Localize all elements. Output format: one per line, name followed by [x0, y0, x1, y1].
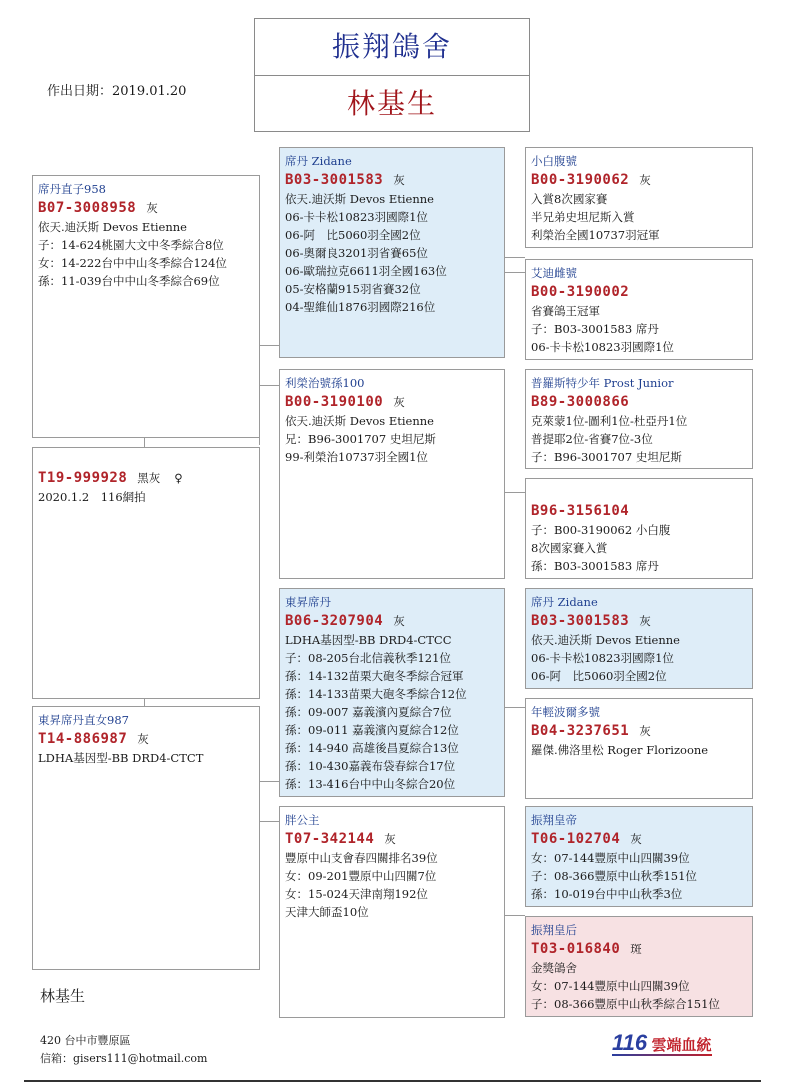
- detail-line: 子：08-366豐原中山秋季綜合151位: [531, 997, 720, 1011]
- connector: [259, 821, 279, 822]
- detail-line: 子：B00-3190062 小白腹: [531, 523, 671, 537]
- detail-line: 利榮治全國10737羽冠軍: [531, 228, 660, 242]
- logo-text: 雲端血統: [651, 1037, 712, 1054]
- logo-number: 116: [612, 1030, 648, 1055]
- ring-number: T14-886987: [38, 731, 128, 747]
- connector: [259, 385, 279, 386]
- sds-card: [525, 369, 753, 469]
- detail-line: 8次國家賽入賞: [531, 541, 608, 555]
- subject-note: 2020.1.2 116網拍: [38, 490, 146, 504]
- color: 灰: [639, 614, 651, 628]
- detail-line: 入賞8次國家賽: [531, 192, 608, 206]
- ring-number: B04-3237651: [531, 723, 630, 739]
- detail-line: 06-阿 比5060羽全國2位: [531, 669, 667, 683]
- detail-line: 女：07-144豐原中山四關39位: [531, 979, 690, 993]
- connector: [505, 257, 525, 258]
- pigeon-name: 席丹 Zidane: [531, 595, 598, 609]
- subject-card: [32, 447, 260, 699]
- color: 灰: [393, 614, 405, 628]
- detail-line: 子：08-366豐原中山秋季151位: [531, 869, 697, 883]
- detail-line: 依天.迪沃斯 Devos Etienne: [285, 414, 434, 428]
- pigeon-name: 小白腹號: [531, 154, 577, 168]
- detail-line: 依天.迪沃斯 Devos Etienne: [531, 633, 680, 647]
- ring-number: B96-3156104: [531, 503, 630, 519]
- color: 灰: [639, 173, 651, 187]
- bottom-rule: [24, 1080, 761, 1082]
- detail-line: 子：08-205台北信義秋季121位: [285, 651, 451, 665]
- detail-line: 孫：B03-3001583 席丹: [531, 559, 659, 573]
- pigeon-name: 年輕波爾多號: [531, 705, 600, 719]
- detail-line: 普提耶2位-省賽7位-3位: [531, 432, 653, 446]
- detail-line: 06-卡卡松10823羽國際1位: [285, 210, 428, 224]
- detail-line: 省賽鴿王冠軍: [531, 304, 600, 318]
- loft-name: 振翔鴿舍: [255, 19, 529, 76]
- dam-card: [32, 706, 260, 970]
- detail-line: 孫：11-039台中中山冬季綜合69位: [38, 274, 220, 288]
- pigeon-name: 東昇席丹直女987: [38, 713, 129, 727]
- color: 灰: [393, 173, 405, 187]
- detail-line: 克萊蒙1位-圖利1位-杜亞丹1位: [531, 414, 688, 428]
- pigeon-name: 振翔皇后: [531, 923, 577, 937]
- ring-number: T19-999928: [38, 470, 128, 486]
- detail-line: LDHA基因型-BB DRD4-CTCC: [285, 633, 452, 647]
- connector: [144, 437, 145, 447]
- dss-card: [525, 588, 753, 689]
- detail-line: 依天.迪沃斯 Devos Etienne: [285, 192, 434, 206]
- detail-line: 孫：09-011 嘉義濱內夏綜合12位: [285, 723, 459, 737]
- detail-line: 孫：14-940 高雄後昌夏綜合13位: [285, 741, 459, 755]
- ring-number: B00-3190062: [531, 172, 630, 188]
- detail-line: 06-阿 比5060羽全國2位: [285, 228, 421, 242]
- detail-line: 孫：10-430嘉義布袋春綜合17位: [285, 759, 456, 773]
- detail-line: 06-奧爾良3201羽省賽65位: [285, 246, 428, 260]
- color: 灰: [630, 832, 642, 846]
- detail-line: 孫：09-007 嘉義濱內夏綜合7位: [285, 705, 452, 719]
- detail-line: 天津大師盃10位: [285, 905, 369, 919]
- footer-address: 420 台中市豐原區: [40, 1034, 131, 1047]
- pigeon-name: 席丹直子958: [38, 182, 106, 196]
- detail-line: 女：15-024天津南翔192位: [285, 887, 428, 901]
- detail-line: 女：07-144豐原中山四關39位: [531, 851, 690, 865]
- detail-line: 06-歐瑞拉克6611羽全國163位: [285, 264, 447, 278]
- sire-card: [32, 175, 260, 438]
- detail-line: 06-卡卡松10823羽國際1位: [531, 340, 674, 354]
- detail-line: 孫：14-132苗栗大砲冬季綜合冠軍: [285, 669, 464, 683]
- detail-line: 女：14-222台中中山冬季綜合124位: [38, 256, 227, 270]
- color: 灰: [393, 395, 405, 409]
- connector: [259, 781, 279, 782]
- color: 灰: [384, 832, 396, 846]
- detail-line: LDHA基因型-BB DRD4-CTCT: [38, 751, 204, 765]
- color: 灰: [137, 732, 149, 746]
- footer-owner: 林基生: [40, 987, 86, 1005]
- connector: [259, 345, 279, 346]
- ring-number: B89-3000866: [531, 394, 630, 410]
- date-label: 作出日期：2019.01.20: [47, 84, 187, 99]
- footer-email: 信箱：gisers111@hotmail.com: [40, 1052, 208, 1065]
- connector: [144, 698, 145, 706]
- detail-line: 子：B03-3001583 席丹: [531, 322, 659, 336]
- pigeon-name: 東昇席丹: [285, 595, 331, 609]
- dsd-card: [525, 698, 753, 799]
- detail-line: 06-卡卡松10823羽國際1位: [531, 651, 674, 665]
- dds-card: [525, 806, 753, 907]
- sex-symbol: ♀: [174, 471, 184, 485]
- detail-line: 兄：B96-3001707 史坦尼斯: [285, 432, 436, 446]
- pigeon-name: 艾迪雌號: [531, 266, 577, 280]
- color: 黑灰: [137, 471, 161, 485]
- detail-line: 女：09-201豐原中山四關7位: [285, 869, 437, 883]
- detail-line: 羅傑.佛洛里松 Roger Florizoone: [531, 743, 709, 757]
- pigeon-name: 胖公主: [285, 813, 320, 827]
- dam-dam-card: [279, 806, 505, 1018]
- detail-line: 04-聖維仙1876羽國際216位: [285, 300, 436, 314]
- detail-line: 99-利榮治10737羽全國1位: [285, 450, 428, 464]
- pigeon-name: 振翔皇帝: [531, 813, 577, 827]
- connector: [505, 915, 525, 916]
- ring-number: B00-3190002: [531, 284, 630, 300]
- detail-line: 豐原中山支會春四關排名39位: [285, 851, 438, 865]
- sdd-card: [525, 478, 753, 579]
- ring-number: T07-342144: [285, 831, 375, 847]
- sire-dam-card: [279, 369, 505, 579]
- detail-line: 05-安格蘭915羽省賽32位: [285, 282, 421, 296]
- owner-name-title: 林基生: [346, 87, 437, 120]
- pigeon-name: 席丹 Zidane: [285, 154, 352, 168]
- logo: [612, 1030, 712, 1056]
- ssd-card: [525, 259, 753, 360]
- pigeon-name: 普羅斯特少年 Prost Junior: [531, 376, 674, 390]
- detail-line: 子：B96-3001707 史坦尼斯: [531, 450, 682, 464]
- title-block: [254, 18, 530, 132]
- connector: [505, 492, 525, 493]
- detail-line: 半兄弟史坦尼斯入賞: [531, 210, 635, 224]
- ring-number: T03-016840: [531, 941, 621, 957]
- ring-number: B06-3207904: [285, 613, 384, 629]
- detail-line: 金獎鴿舍: [531, 961, 577, 975]
- pigeon-name: 利榮治號孫100: [285, 376, 365, 390]
- ring-number: B00-3190100: [285, 394, 384, 410]
- color: 灰: [639, 724, 651, 738]
- connector: [505, 272, 525, 273]
- sss-card: [525, 147, 753, 248]
- detail-line: 依天.迪沃斯 Devos Etienne: [38, 220, 187, 234]
- ring-number: B07-3008958: [38, 200, 137, 216]
- detail-line: 孫：14-133苗栗大砲冬季綜合12位: [285, 687, 467, 701]
- sire-sire-card: [279, 147, 505, 358]
- detail-line: 子：14-624桃園大文中冬季綜合8位: [38, 238, 224, 252]
- ddd-card: [525, 916, 753, 1017]
- ring-number: B03-3001583: [285, 172, 384, 188]
- dam-sire-card: [279, 588, 505, 797]
- detail-line: 孫：10-019台中中山秋季3位: [531, 887, 683, 901]
- detail-line: 孫：13-416台中中山冬綜合20位: [285, 777, 456, 791]
- connector: [505, 707, 525, 708]
- color: 灰: [146, 201, 158, 215]
- ring-number: B03-3001583: [531, 613, 630, 629]
- ring-number: T06-102704: [531, 831, 621, 847]
- color: 斑: [630, 942, 642, 956]
